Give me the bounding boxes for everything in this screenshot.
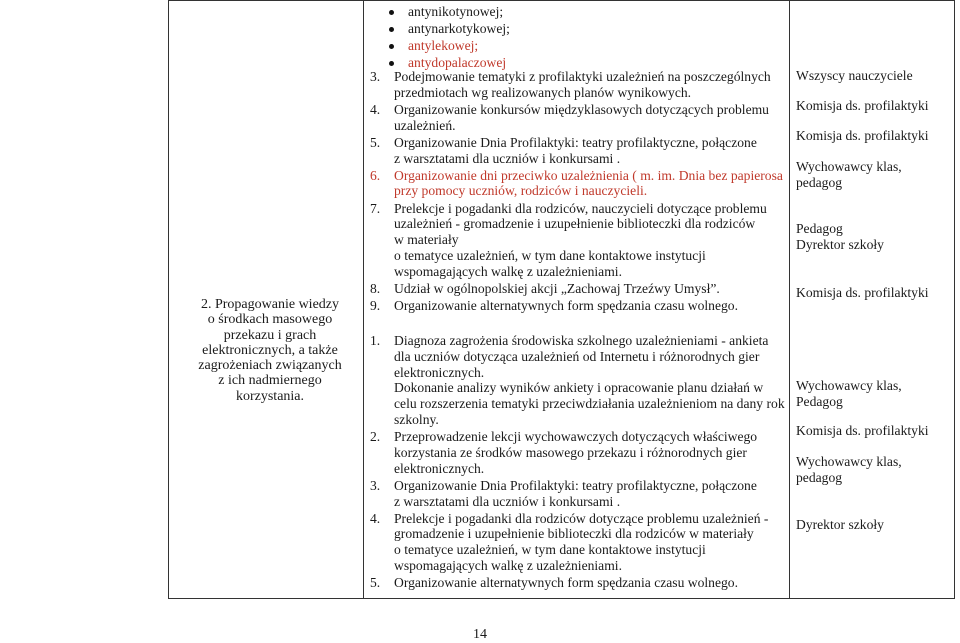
item-line: dla uczniów dotycząca uzależnień od Internetu i różnorodnych gier [394,348,760,364]
item-line: Udział w ogólnopolskiej akcji „Zachowaj Trzeźwy Umysł”. [394,280,720,296]
item-line: elektronicznych. [394,364,485,380]
responsible-entry [796,454,954,486]
item-number: 5. [370,134,381,150]
item-line: Przeprowadzenie lekcji wychowawczych dotyczących właściwego [394,429,758,445]
item-number: 4. [370,101,381,117]
responsible-line: Komisja ds. profilaktyki [796,423,929,438]
bullet-dot-icon [389,61,394,66]
responsible-entry [796,517,954,533]
actions-cell [364,1,790,599]
item-number: 8. [370,280,381,296]
topic-line: o środkach masowego [207,312,333,328]
item-text [394,281,786,297]
topic-line: Propagowanie wiedzy [214,297,340,312]
item-line: szkolny. [394,411,439,427]
responsible-entry [796,68,954,84]
topic-line: z ich nadmiernego [218,373,322,389]
item-line: przedmiotach wg realizowanych planów wynikowych. [394,84,692,100]
item-text [394,298,786,314]
item-text [394,69,786,101]
item-line: uzależnień. [394,117,456,133]
item-line: Diagnoza zagrożenia środowiska szkolnego uzależnieniami - ankieta [394,333,769,348]
responsible-line: Komisja ds. profilaktyki [796,128,929,143]
item-text [394,429,786,476]
item-text [394,511,786,574]
responsible-entry [796,159,954,191]
responsible-line: Wychowawcy klas, [796,454,902,469]
item-number: 1. [370,333,381,348]
responsible-entry [796,285,954,301]
item-line: z warsztatami dla uczniów i konkursami . [394,150,621,166]
item-line: Organizowanie Dnia Profilaktyki: teatry profilaktyczne, połączone [394,477,757,493]
item-number: 6. [370,167,381,183]
responsible-line: Wychowawcy klas, [796,378,902,393]
item-number: 3. [370,477,381,493]
responsible-entry [796,128,954,144]
program-table [168,0,955,599]
responsible-line: Pedagog [796,393,843,409]
responsible-entry [796,378,954,410]
responsible-line: pedagog [796,469,843,485]
item-line: przy pomocy uczniów, rodziców i nauczycieli. [394,183,648,199]
item-line: wspomagających walkę z uzależnieniami. [394,263,622,279]
topic-line: elektronicznych, a także [202,342,338,358]
item-text [394,168,786,200]
page-number: 14 [473,627,487,642]
bullet-dot-icon [389,10,394,15]
item-line: celu rozszerzenia tematyki przeciwdziałania uzależnieniom na dany rok [394,396,785,412]
item-line: o tematyce uzależnień, w tym dane kontaktowe instytucji [394,542,706,558]
bullet-text: antylekowej; [408,38,479,53]
item-line: Organizowanie alternatywnych form spędzania czasu wolnego. [394,575,738,591]
bullet-text: antynarkotykowej; [408,21,510,36]
item-line: w materiały [394,232,459,248]
item-number: 3. [370,69,381,84]
item-line: Dokonanie analizy wyników ankiety i opracowanie planu działań w [394,380,764,396]
responsible-entry [796,221,954,253]
item-text [394,135,786,167]
item-line: Organizowanie alternatywnych form spędzania czasu wolnego. [394,298,738,313]
bullet-dot-icon [389,27,394,32]
item-line: Podejmowanie tematyki z profilaktyki uzależnień na poszczególnych [394,69,771,84]
topic-line: korzystania. [235,388,305,404]
item-line: wspomagających walkę z uzależnieniami. [394,558,622,574]
item-line: elektronicznych. [394,460,485,476]
item-text [394,102,786,134]
topic-cell [169,1,364,599]
item-line: uzależnień - gromadzenie i uzupełnienie biblioteczki dla rodziców [394,216,756,232]
item-line: Prelekcje i pogadanki dla rodziców, nauczycieli dotyczące problemu [394,200,767,216]
responsible-line: Wychowawcy klas, [796,159,902,174]
item-number: 9. [370,298,381,313]
item-number: 4. [370,510,381,526]
item-line: z warsztatami dla uczniów i konkursami . [394,493,621,509]
responsible-line: Pedagog [796,221,843,236]
item-line: Organizowanie konkursów międzyklasowych dotyczących problemu [394,101,769,117]
item-line: Organizowanie dni przeciwko uzależnienia ( m. im. Dnia bez papierosa [394,167,783,183]
responsible-line: Dyrektor szkoły [796,236,884,252]
item-number: 5. [370,575,381,591]
responsible-line: Dyrektor szkoły [796,517,884,532]
responsible-cell [790,1,955,599]
bullet-text: antynikotynowej; [408,4,504,19]
item-text [394,478,786,510]
item-text [394,575,786,591]
item-text [394,201,786,280]
item-line: korzystania ze środków masowego przekazu i różnorodnych gier [394,444,747,460]
responsible-line: pedagog [796,174,843,190]
bullet-dot-icon [389,44,394,49]
topic-number: 2. [200,297,212,312]
item-number: 2. [370,429,381,445]
item-line: Prelekcje i pogadanki dla rodziców dotyczące problemu uzależnień - [394,510,769,526]
responsible-line: Wszyscy nauczyciele [796,68,913,83]
responsible-entry [796,423,954,439]
item-text [394,333,786,428]
responsible-entry [796,98,954,114]
responsible-line: Komisja ds. profilaktyki [796,285,929,300]
topic-line: zagrożeniach związanych [198,358,342,374]
topic-line: przekazu i grach [223,327,317,343]
item-number: 7. [370,200,381,216]
table-row [169,1,955,599]
bullet-text: antydopalaczowej [408,55,507,70]
item-line: gromadzenie i uzupełnienie biblioteczki dla rodziców w materiały [394,526,754,542]
responsible-line: Komisja ds. profilaktyki [796,98,929,113]
topic-text [175,297,365,404]
item-line: o tematyce uzależnień, w tym dane kontaktowe instytucji [394,247,706,263]
item-line: Organizowanie Dnia Profilaktyki: teatry profilaktyczne, połączone [394,134,757,150]
